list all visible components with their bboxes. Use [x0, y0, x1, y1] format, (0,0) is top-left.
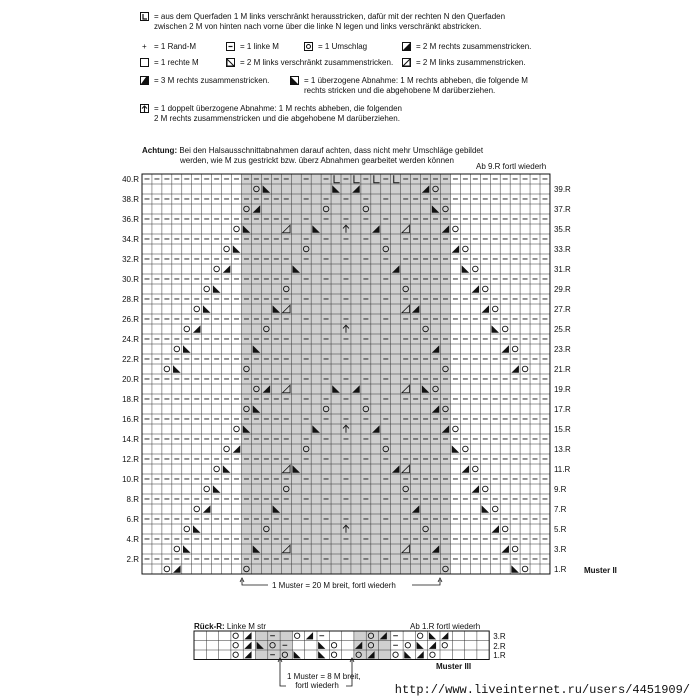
achtung-note-cont: werden, wie M zus gestrickt bzw. überz Abnahmen gearbeitet werden können: [180, 156, 454, 165]
row-label-right: 5.R: [553, 525, 567, 534]
small-row-label: 1.R: [493, 651, 506, 660]
muster-iii-label: Muster III: [436, 662, 472, 671]
row-label-left: 32.R: [122, 255, 139, 264]
repeat-from-row-1: Ab 1.R fortl wiederh: [410, 622, 481, 631]
row-label-right: 37.R: [553, 205, 571, 214]
row-label-right: 23.R: [553, 345, 571, 354]
plus-icon: +: [142, 42, 147, 51]
row-label-left: 22.R: [122, 355, 139, 364]
row-label-left: 24.R: [122, 335, 139, 344]
repeat-8-label: 1 Muster = 8 M breit, fortl wiederh: [287, 672, 361, 690]
row-label-right: 27.R: [553, 305, 571, 314]
rueck-r-note: Rück-R: Linke M str: [194, 622, 267, 631]
row-label-left: 38.R: [122, 195, 139, 204]
row-label-left: 18.R: [122, 395, 139, 404]
row-label-left: 30.R: [122, 275, 139, 284]
source-url: http://www.liveinternet.ru/users/4451909/: [394, 683, 690, 697]
row-label-left: 26.R: [122, 315, 139, 324]
achtung-note: Achtung: Bei den Halsausschnittabnahmen darauf achten, dass nicht mehr Umschläge gebildet: [142, 146, 484, 155]
row-label-left: 8.R: [126, 495, 139, 504]
row-label-right: 25.R: [553, 325, 571, 334]
row-label-left: 40.R: [122, 175, 139, 184]
row-label-left: 10.R: [122, 475, 139, 484]
row-label-right: 31.R: [553, 265, 571, 274]
muster-ii-label: Muster II: [584, 566, 617, 575]
row-label-left: 4.R: [126, 535, 139, 544]
small-row-label: 2.R: [493, 641, 506, 651]
row-label-right: 7.R: [553, 505, 567, 514]
row-label-left: 28.R: [122, 295, 139, 304]
row-label-left: 6.R: [126, 515, 139, 524]
row-label-right: 21.R: [553, 365, 571, 374]
row-label-right: 19.R: [553, 385, 571, 394]
row-label-left: 36.R: [122, 215, 139, 224]
repeat-from-row-9: Ab 9.R fortl wiederh: [476, 162, 547, 171]
row-label-right: 35.R: [553, 225, 571, 234]
row-label-left: 12.R: [122, 455, 139, 464]
small-row-label: 3.R: [493, 632, 506, 641]
row-label-right: 17.R: [553, 405, 571, 414]
repeat-20-label: 1 Muster = 20 M breit, fortl wiederh: [272, 581, 396, 590]
row-label-left: 20.R: [122, 375, 139, 384]
row-label-right: 11.R: [553, 465, 571, 474]
row-label-right: 33.R: [553, 245, 571, 254]
row-label-right: 9.R: [553, 485, 567, 494]
row-label-right: 15.R: [553, 425, 571, 434]
row-label-right: 13.R: [553, 445, 571, 454]
row-label-right: 39.R: [553, 185, 571, 194]
row-label-right: 29.R: [553, 285, 571, 294]
row-label-left: 34.R: [122, 235, 139, 244]
row-label-left: 2.R: [126, 555, 139, 564]
row-label-left: 16.R: [122, 415, 139, 424]
row-label-right: 3.R: [553, 545, 567, 554]
row-label-left: 14.R: [122, 435, 139, 444]
row-label-right: 1.R: [553, 565, 567, 574]
